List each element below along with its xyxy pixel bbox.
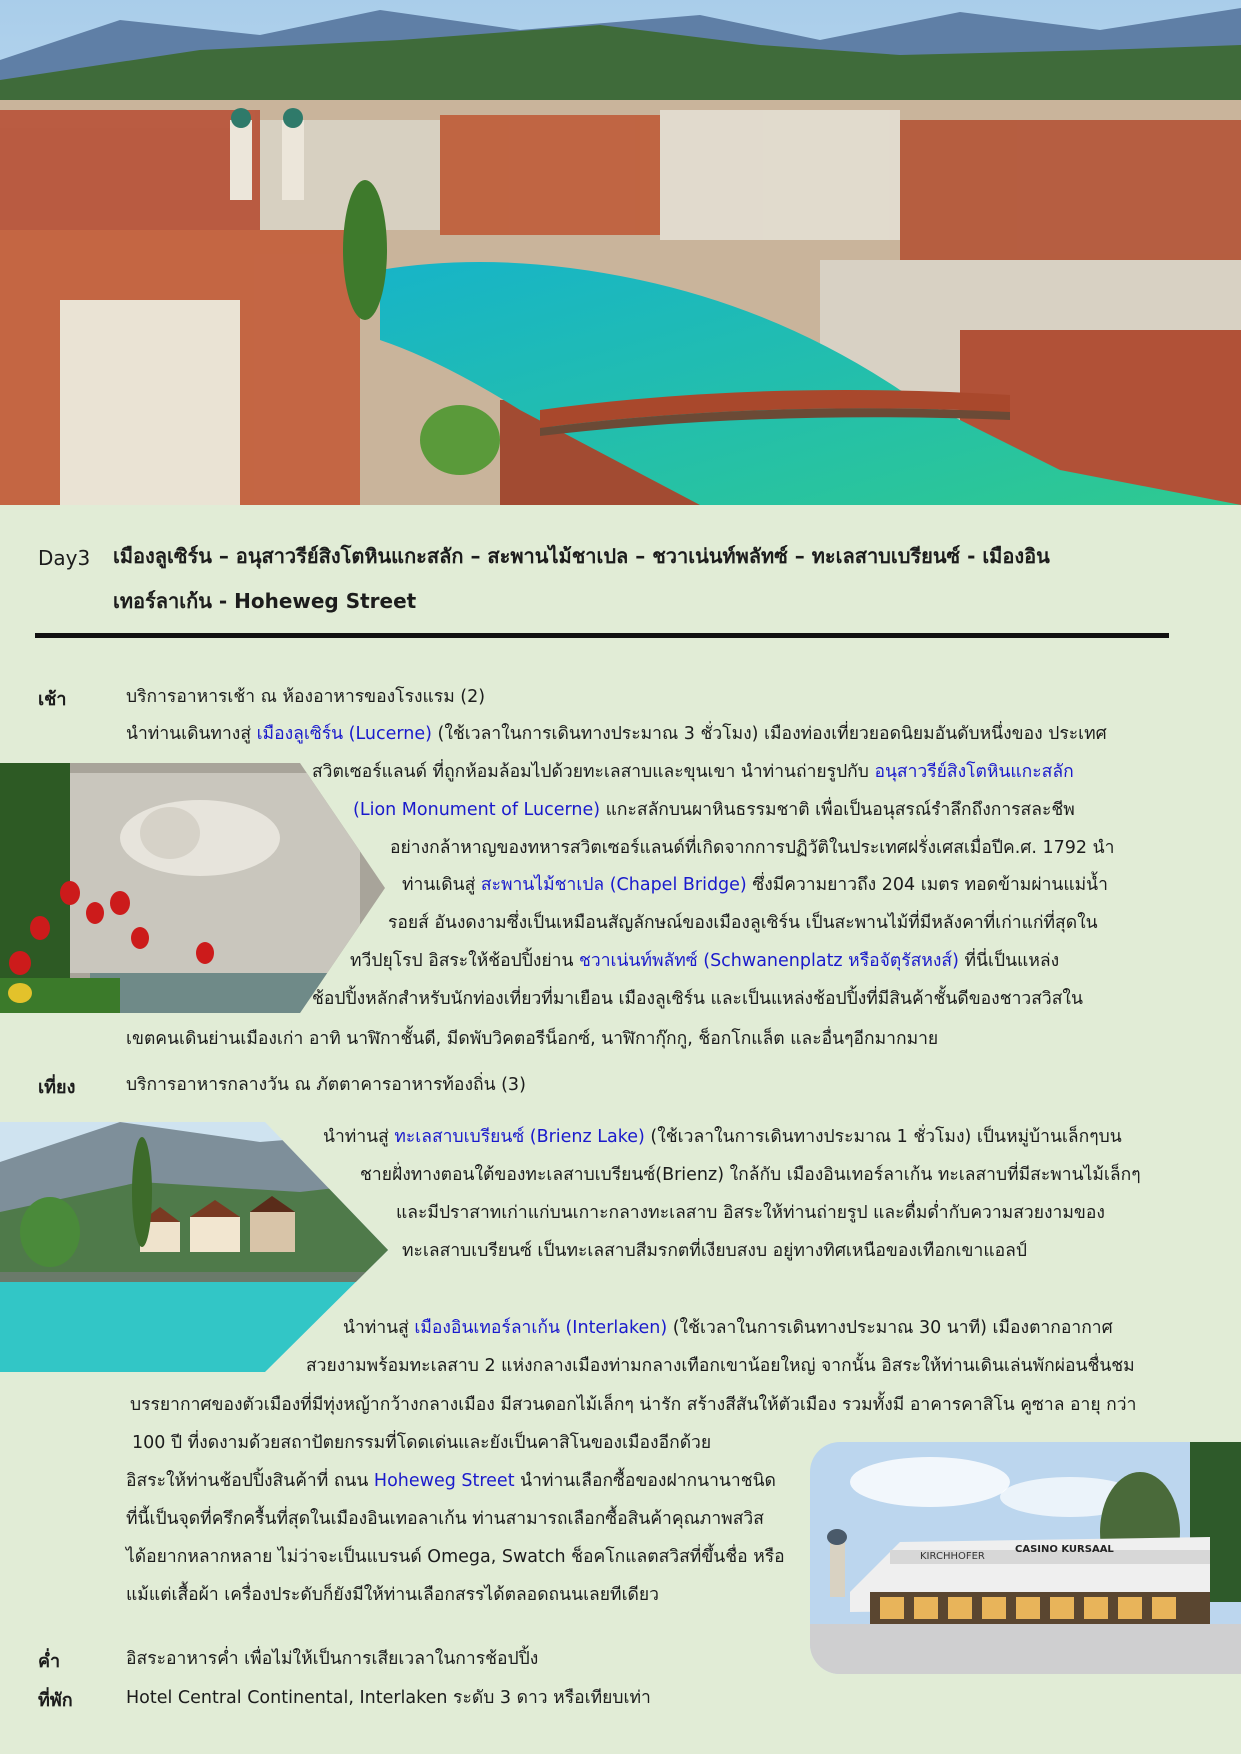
interlaken-line-2: สวยงามพร้อมทะเลสาบ 2 แห่งกลางเมืองท่ามกลางเทือกเขาน้อยใหญ่ จากนั้น อิสระให้ท่านเดินเล่นพักผ่อนชื่นชม: [306, 1356, 1135, 1376]
kirchhofer-sign: KIRCHHOFER: [920, 1551, 985, 1562]
chapel-bridge-link: สะพานไม้ชาเปล (Chapel Bridge): [480, 875, 747, 895]
hoheweg-link: Hoheweg Street: [373, 1471, 515, 1491]
lunch-label: เที่ยง: [38, 1077, 76, 1098]
hotel-label: ที่พัก: [38, 1690, 73, 1711]
text: นำท่านเดินทางสู่: [126, 724, 257, 744]
morning-line-6: รอยส์ อันงดงามซึ่งเป็นเหมือนสัญลักษณ์ของเมืองลูเซิร์น เป็นสะพานไม้ที่มีหลังคาที่เก่าแก่ที่สุดใน: [388, 913, 1098, 933]
day-title-line1: เมืองลูเซิร์น – อนุสาวรีย์สิงโตหินแกะสลัก – สะพานไม้ชาเปล – ชวาเน่นท์พลัทซ์ – ทะเลสาบเบรียนซ์ - เมืองอิน: [113, 544, 1050, 568]
hotel-text: Hotel Central Continental, Interlaken ระดับ 3 ดาว หรือเทียบเท่า: [126, 1688, 651, 1708]
text: นำท่านสู่: [343, 1318, 415, 1338]
brienz-line-3: และมีปราสาทเก่าแก่บนเกาะกลางทะเลสาบ อิสระให้ท่านถ่ายรูป และดื่มด่ำกับความสวยงามของ: [396, 1203, 1105, 1223]
hoheweg-line-1: [126, 1468, 776, 1494]
dinner-text: อิสระอาหารค่ำ เพื่อไม่ให้เป็นการเสียเวลาในการช้อปปิ้ง: [126, 1649, 539, 1669]
interlaken-line-4: 100 ปี ที่งดงามด้วยสถาปัตยกรรมที่โดดเด่นและยังเป็นคาสิโนของเมืองอีกด้วย: [132, 1433, 712, 1453]
morning-line-8: ช้อปปิ้งหลักสำหรับนักท่องเที่ยวที่มาเยือน เมืองลูเซิร์น และเป็นแหล่งช้อปปิ้งที่มีสินค้าชั้นดีของชาวสวิสใน: [312, 989, 1083, 1009]
text: (ใช้เวลาในการเดินทางประมาณ 30 นาที) เมืองตากอากาศ: [667, 1318, 1113, 1338]
text: นำท่านเลือกซื้อของฝากนานาชนิด: [514, 1471, 776, 1491]
hoheweg-line-3: ได้อยากหลากหลาย ไม่ว่าจะเป็นแบรนด์ Omega, Swatch ช็อคโกแลตสวิสที่ขึ้นชื่อ หรือ: [126, 1547, 785, 1567]
text: นำท่านสู่: [323, 1127, 395, 1147]
text: (ใช้เวลาในการเดินทางประมาณ 1 ชั่วโมง) เป็นหมู่บ้านเล็กๆบน: [644, 1127, 1122, 1147]
morning-line-9: เขตคนเดินย่านเมืองเก่า อาทิ นาฬิกาชั้นดี, มีดพับวิคตอรีน็อกซ์, นาฬิกากุ๊กกู, ช็อกโกแล็ต และอื่นๆอีกมากมาย: [126, 1029, 939, 1049]
lucerne-link: เมืองลูเซิร์น (Lucerne): [256, 724, 432, 744]
text: ซึ่งมีความยาวถึง 204 เมตร ทอดข้ามผ่านแม่น้ำ: [746, 875, 1108, 895]
brienz-line-4: ทะเลสาบเบรียนซ์ เป็นทะเลสาบสีมรกตที่เงียบสงบ อยู่ทางทิศเหนือของเทือกเขาแอลป์: [402, 1241, 1027, 1261]
brienz-lake-image: [0, 1122, 388, 1372]
day-label: Day3: [38, 546, 91, 570]
text: (ใช้เวลาในการเดินทางประมาณ 3 ชั่วโมง) เมืองท่องเที่ยวยอดนิยมอันดับหนึ่งของ ประเทศ: [431, 724, 1107, 744]
morning-line-1: [126, 721, 1107, 747]
hero-image-lucerne: [0, 0, 1241, 505]
text: ที่นี่เป็นแหล่ง: [958, 951, 1060, 971]
casino-sign: CASINO KURSAAL: [1015, 1544, 1114, 1555]
hoheweg-line-4: แม้แต่เสื้อผ้า เครื่องประดับก็ยังมีให้ท่านเลือกสรรได้ตลอดถนนเลยทีเดียว: [126, 1585, 659, 1605]
text: สวิตเซอร์แลนด์ ที่ถูกห้อมล้อมไปด้วยทะเลสาบและขุนเขา นำท่านถ่ายรูปกับ: [312, 762, 875, 782]
day-title-line2: เทอร์ลาเก้น - Hoheweg Street: [113, 589, 417, 613]
header-divider: [35, 633, 1169, 638]
interlaken-line-1: [343, 1315, 1113, 1341]
lion-monument-en: (Lion Monument of Lucerne): [353, 800, 601, 820]
brienz-line-1: [323, 1124, 1122, 1150]
interlaken-link: เมืองอินเทอร์ลาเก้น (Interlaken): [414, 1318, 668, 1338]
morning-label: เช้า: [38, 689, 67, 710]
morning-line-7: [350, 948, 1059, 974]
lion-monument-image: [0, 763, 385, 1013]
interlaken-line-3: บรรยากาศของตัวเมืองที่มีทุ่งหญ้ากว้างกลางเมือง มีสวนดอกไม้เล็กๆ น่ารัก สร้างสีสันให้ตัวเมือง รวมทั้งมี อาคารคาสิโน คูซาล อายุ กว่า: [130, 1395, 1137, 1415]
lunch-text: บริการอาหารกลางวัน ณ ภัตตาคารอาหารท้องถิ่น (3): [126, 1075, 526, 1095]
casino-kursaal-image: [810, 1442, 1241, 1674]
day-title: [113, 534, 1213, 624]
text: ทวีปยุโรป อิสระให้ช้อปปิ้งย่าน: [350, 951, 580, 971]
dinner-label: ค่ำ: [38, 1651, 61, 1672]
morning-line-3: [353, 797, 1075, 823]
lion-monument-link: อนุสาวรีย์สิงโตหินแกะสลัก: [874, 762, 1074, 782]
text: แกะสลักบนผาหินธรรมชาติ เพื่อเป็นอนุสรณ์รำลึกถึงการสละชีพ: [600, 800, 1075, 820]
text: ท่านเดินสู่: [402, 875, 481, 895]
morning-line-2: [312, 759, 1074, 785]
schwanenplatz-link: ชวาเน่นท์พลัทซ์ (Schwanenplatz หรือจัตุรัสหงส์): [579, 951, 959, 971]
hoheweg-line-2: ที่นี้เป็นจุดที่ครึกครื้นที่สุดในเมืองอินเทอลาเก้น ท่านสามารถเลือกซื้อสินค้าคุณภาพสวิส: [126, 1509, 764, 1529]
brienz-line-2: ชายฝั่งทางตอนใต้ของทะเลสาบเบรียนซ์(Brienz) ใกล้กับ เมืองอินเทอร์ลาเก้น ทะเลสาบที่มีสะพานไม้เล็กๆ: [360, 1165, 1141, 1185]
morning-breakfast: บริการอาหารเช้า ณ ห้องอาหารของโรงแรม (2): [126, 687, 486, 707]
morning-line-4: อย่างกล้าหาญของทหารสวิตเซอร์แลนด์ที่เกิดจากการปฏิวัติในประเทศฝรั่งเศสเมื่อปีค.ศ. 1792 นำ: [390, 838, 1115, 858]
morning-line-5: [402, 872, 1108, 898]
text: อิสระให้ท่านช้อปปิ้งสินค้าที่ ถนน: [126, 1471, 374, 1491]
brienz-lake-link: ทะเลสาบเบรียนซ์ (Brienz Lake): [394, 1127, 645, 1147]
